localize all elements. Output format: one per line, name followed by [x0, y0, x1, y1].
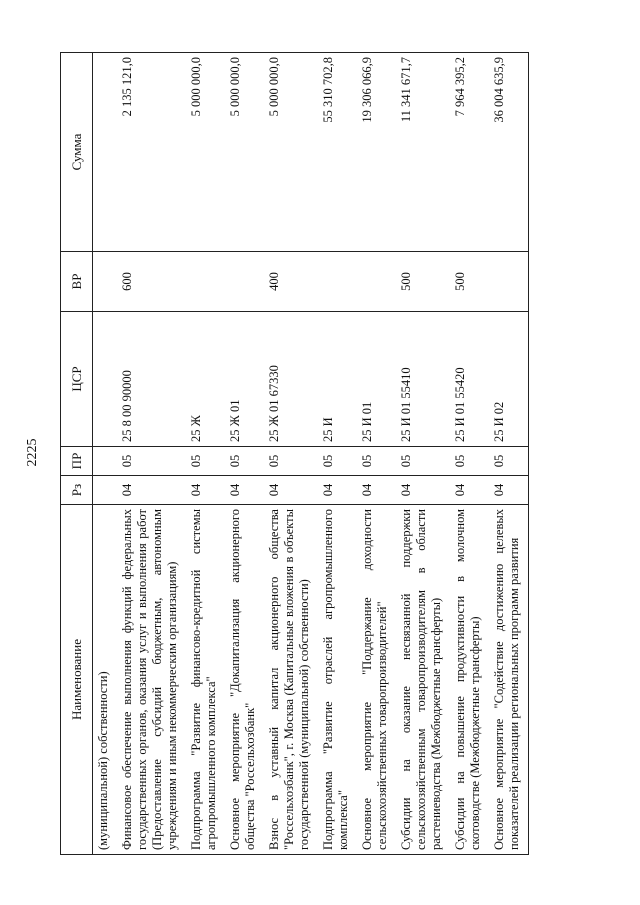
table-row	[450, 53, 489, 855]
cell-sum: 5 000 000,0	[264, 53, 318, 252]
header-csr: ЦСР	[61, 312, 93, 447]
cell-pr: 05	[396, 447, 450, 476]
table-row	[264, 53, 318, 855]
header-vr: ВР	[61, 252, 93, 312]
cell-pr: 05	[186, 447, 225, 476]
cell-csr: 25 8 00 90000	[117, 312, 186, 447]
cell-pr: 05	[225, 447, 264, 476]
table-header	[61, 53, 93, 855]
cell-rz: 04	[450, 476, 489, 505]
cell-sum: 19 306 066,9	[357, 53, 396, 252]
cell-sum: 11 341 671,7	[396, 53, 450, 252]
cell-name: Основное мероприятие "Содействие достижению целевых показателей реализации региональных программ развития	[489, 505, 529, 855]
cell-name: Основное мероприятие "Докапитализация акционерного общества "Россельхозбанк"	[225, 505, 264, 855]
table-row	[225, 53, 264, 855]
cell-csr: 25 Ж 01	[225, 312, 264, 447]
cell-vr: 600	[117, 252, 186, 312]
cell-vr: 500	[396, 252, 450, 312]
cell-rz: 04	[225, 476, 264, 505]
cell-csr	[93, 312, 118, 447]
cell-name: Основное мероприятие "Поддержание доходности сельскохозяйственных товаропроизводителей"	[357, 505, 396, 855]
cell-csr: 25 И 01 55420	[450, 312, 489, 447]
cell-pr: 05	[357, 447, 396, 476]
cell-vr	[225, 252, 264, 312]
cell-sum: 5 000 000,0	[225, 53, 264, 252]
table-row	[117, 53, 186, 855]
cell-name: Подпрограмма "Развитие финансово-кредитной системы агропромышленного комплекса"	[186, 505, 225, 855]
budget-table	[60, 52, 529, 855]
header-sum: Сумма	[61, 53, 93, 252]
cell-rz: 04	[489, 476, 529, 505]
cell-vr: 500	[450, 252, 489, 312]
cell-rz: 04	[186, 476, 225, 505]
table-row	[357, 53, 396, 855]
cell-vr	[93, 252, 118, 312]
cell-sum: 36 004 635,9	[489, 53, 529, 252]
table-row	[489, 53, 529, 855]
cell-pr: 05	[264, 447, 318, 476]
cell-rz	[93, 476, 118, 505]
cell-vr	[318, 252, 357, 312]
cell-sum: 7 964 395,2	[450, 53, 489, 252]
cell-vr: 400	[264, 252, 318, 312]
cell-rz: 04	[117, 476, 186, 505]
cell-vr	[489, 252, 529, 312]
cell-sum: 5 000 000,0	[186, 53, 225, 252]
cell-vr	[357, 252, 396, 312]
cell-rz: 04	[357, 476, 396, 505]
cell-rz: 04	[318, 476, 357, 505]
cell-vr	[186, 252, 225, 312]
cell-pr	[93, 447, 118, 476]
cell-name: (муниципальной) собственности)	[93, 505, 118, 855]
cell-rz: 04	[264, 476, 318, 505]
cell-pr: 05	[318, 447, 357, 476]
cell-name: Подпрограмма "Развитие отраслей агропромышленного комплекса"	[318, 505, 357, 855]
header-pr: ПР	[61, 447, 93, 476]
cell-name: Субсидии на повышение продуктивности в молочном скотоводстве (Межбюджетные трансферты)	[450, 505, 489, 855]
table-row	[318, 53, 357, 855]
table-row	[93, 53, 118, 855]
table-body	[93, 53, 529, 855]
cell-name: Финансовое обеспечение выполнения функций федеральных государственных органов, оказания услуг и выполнения работ (Предоставление субсидий бюджетным, автономным учреждениям и иным некоммерческим организациям)	[117, 505, 186, 855]
cell-name: Взнос в уставный капитал акционерного общества "Россельхозбанк", г. Москва (Капитальные вложения в объекты государственной (муниципальной) собственности)	[264, 505, 318, 855]
cell-csr: 25 Ж 01 67330	[264, 312, 318, 447]
cell-pr: 05	[450, 447, 489, 476]
table-row	[396, 53, 450, 855]
cell-pr: 05	[489, 447, 529, 476]
page-number: 2225	[25, 438, 40, 467]
cell-rz: 04	[396, 476, 450, 505]
cell-pr: 05	[117, 447, 186, 476]
header-rz: Рз	[61, 476, 93, 505]
cell-csr: 25 Ж	[186, 312, 225, 447]
table-row	[186, 53, 225, 855]
header-row	[61, 53, 93, 855]
cell-sum: 55 310 702,8	[318, 53, 357, 252]
cell-sum	[93, 53, 118, 252]
header-name: Наименование	[61, 505, 93, 855]
cell-csr: 25 И	[318, 312, 357, 447]
cell-csr: 25 И 01 55410	[396, 312, 450, 447]
cell-sum: 2 135 121,0	[117, 53, 186, 252]
cell-name: Субсидии на оказание несвязанной поддержки сельскохозяйственным товаропроизводителям в области растениеводства (Межбюджетные трансферты)	[396, 505, 450, 855]
cell-csr: 25 И 02	[489, 312, 529, 447]
cell-csr: 25 И 01	[357, 312, 396, 447]
